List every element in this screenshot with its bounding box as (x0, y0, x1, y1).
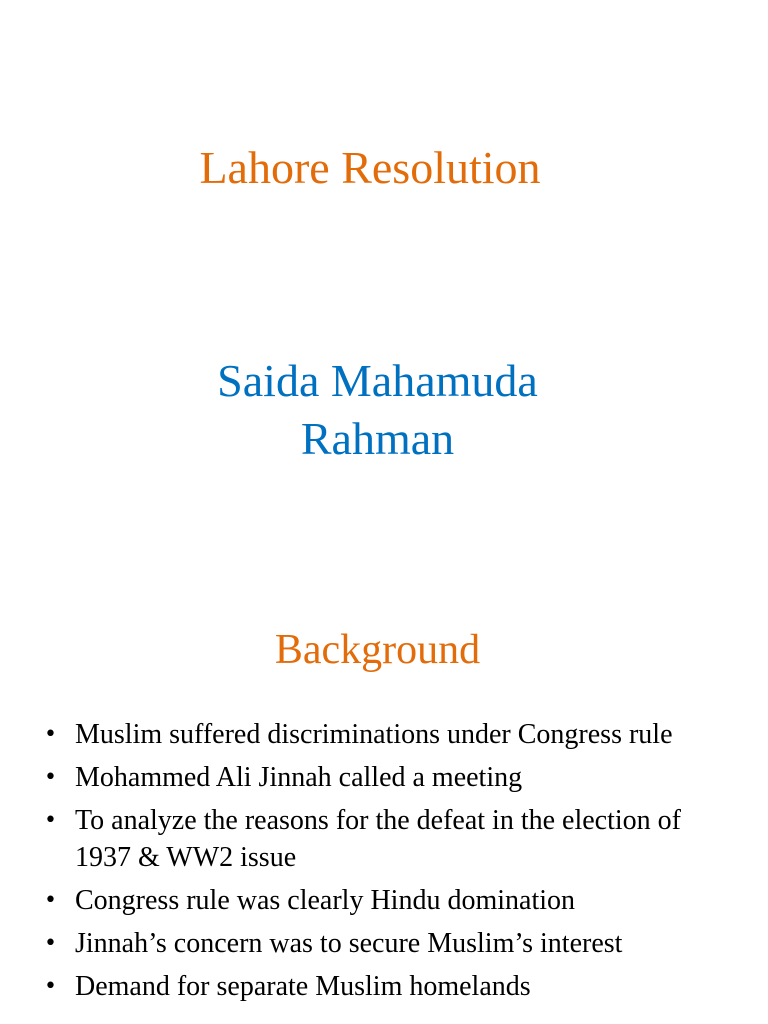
bullet-text: To analyze the reasons for the defeat in the election of 1937 & WW2 issue (75, 805, 681, 873)
bullet-item (44, 968, 734, 1005)
bullet-dot-icon: • (44, 765, 57, 790)
bullet-text: Jinnah’s concern was to secure Muslim’s interest (75, 928, 623, 959)
bullet-item (44, 882, 734, 919)
bullet-item (44, 802, 734, 876)
bullet-item (44, 759, 734, 796)
bullet-dot-icon: • (44, 931, 57, 956)
section-heading: Background (274, 627, 481, 673)
bullet-dot-icon: • (44, 974, 57, 999)
slide-title: Lahore Resolution (199, 142, 541, 193)
bullet-item (44, 925, 734, 962)
bullet-dot-icon: • (44, 722, 57, 747)
author-name-line-1: Saida Mahamuda (217, 355, 538, 406)
bullet-text: Mohammed Ali Jinnah called a meeting (75, 762, 523, 793)
author-name-line-2: Rahman (300, 413, 455, 464)
bullet-text: Congress rule was clearly Hindu domination (75, 885, 576, 916)
author-name (0, 352, 755, 468)
bullet-text: Muslim suffered discriminations under Congress rule (75, 719, 673, 750)
bullet-item (44, 716, 734, 753)
bullet-list (44, 716, 734, 1011)
bullet-text: Demand for separate Muslim homelands (75, 971, 531, 1002)
bullet-dot-icon: • (44, 808, 57, 833)
bullet-dot-icon: • (44, 888, 57, 913)
